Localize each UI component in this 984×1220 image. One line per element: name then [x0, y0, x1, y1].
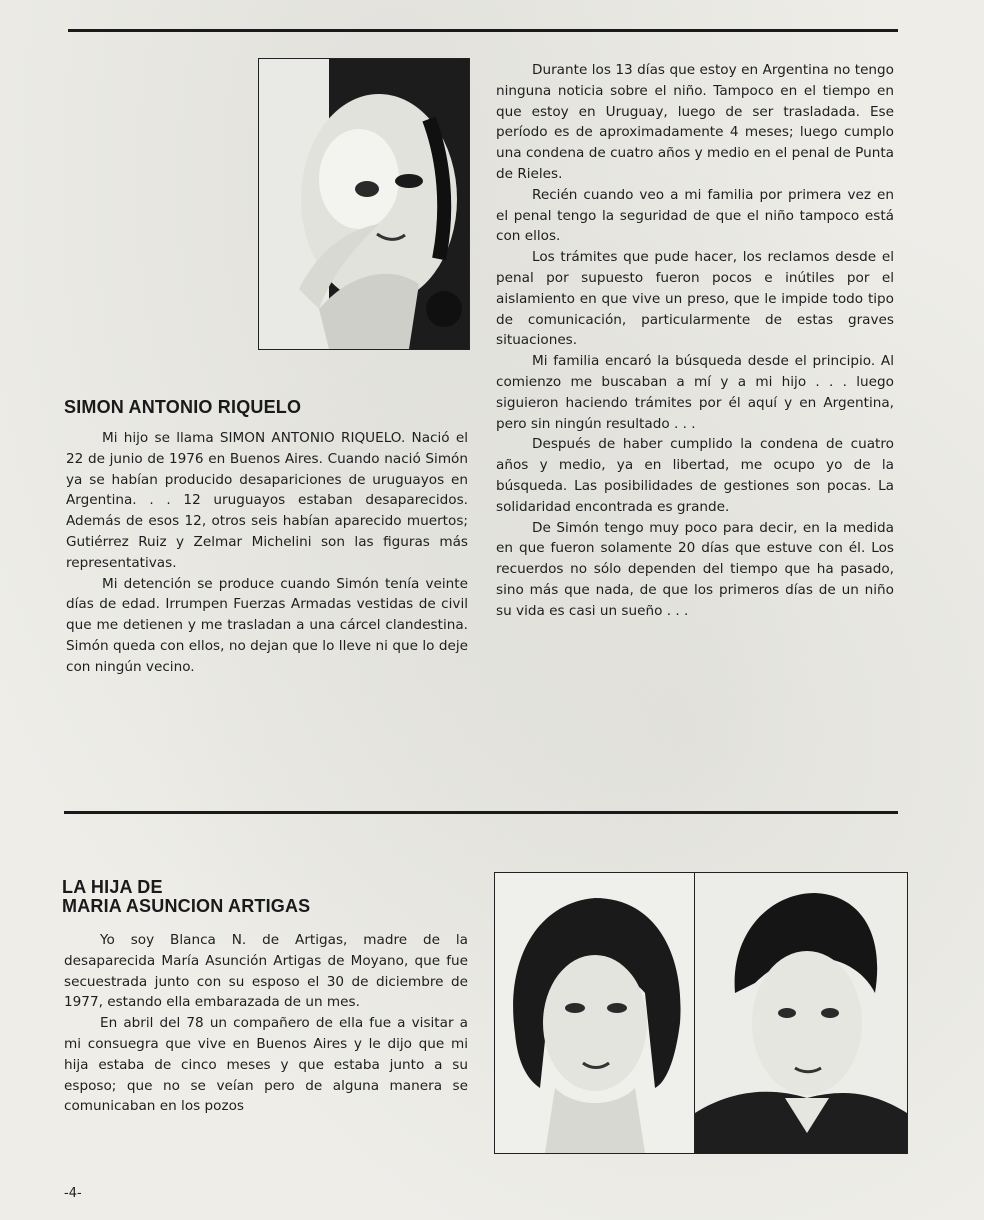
simon-left-column: [66, 428, 468, 678]
section-title-line: MARIA ASUNCION ARTIGAS: [62, 896, 311, 916]
paragraph: En abril del 78 un compañero de ella fue a visitar a mi consuegra que vive en Buenos Aires y le dijo que mi hija estaba de cinco meses y que estaba junto a su esposo; que no se veían pero de alguna manera se comunicaban en los pozos: [64, 1015, 468, 1115]
section-title-artigas: [62, 878, 310, 916]
paragraph: Recién cuando veo a mi familia por primera vez en el penal tengo la seguridad de que el niño tampoco está con ellos.: [496, 186, 894, 245]
top-rule: [68, 29, 898, 32]
paragraph: Durante los 13 días que estoy en Argentina no tengo ninguna noticia sobre el niño. Tampoco en el tiempo en que estoy en Uruguay, luego de ser trasladada. Ese período es de aproximadamente 4 meses; luego cumplo una condena de cuatro años y medio en el penal de Punta de Rieles.: [496, 62, 894, 182]
paragraph: Yo soy Blanca N. de Artigas, madre de la desaparecida María Asunción Artigas de Moyano, que fue secuestrada junto con su esposo el 30 de diciembre de 1977, estando ella embarazada de un mes.: [64, 932, 468, 1011]
paragraph: Después de haber cumplido la condena de cuatro años y medio, ya en libertad, me ocupo yo de la búsqueda. Las posibilidades de gestiones son pocas. La solidaridad encontrada es grande.: [496, 436, 894, 515]
page-number: -4-: [64, 1186, 82, 1201]
paragraph: Los trámites que pude hacer, los reclamos desde el penal por supuesto fueron pocos e inútiles por el aislamiento en que vive un preso, que le impide todo tipo de comunicación, particularmente de estas graves situaciones.: [496, 249, 894, 349]
section-title-line: LA HIJA DE: [62, 877, 163, 897]
paragraph: De Simón tengo muy poco para decir, en la medida en que fueron solamente 20 días que estuve con él. Los recuerdos no sólo dependen del tiempo que ha pasado, sino más que nada, de que los primeros días de un niño su vida es casi un sueño . . .: [496, 519, 894, 619]
infant-photo: [258, 58, 470, 350]
man-photo: [694, 872, 908, 1154]
middle-rule: [64, 811, 898, 814]
artigas-left-column: [64, 930, 468, 1117]
woman-photo: [494, 872, 696, 1154]
paragraph: Mi familia encaró la búsqueda desde el principio. Al comienzo me buscaban a mí y a mi hijo . . . luego siguieron haciendo trámites por él aquí y en Argentina, pero sin ningún resultado . . .: [496, 353, 894, 432]
paragraph: Mi hijo se llama SIMON ANTONIO RIQUELO. Nació el 22 de junio de 1976 en Buenos Aires. Cuando nació Simón ya se habían producido desapariciones de uruguayos en Argentina. . . 12 uruguayos estaban desaparecidos. Además de esos 12, otros seis habían aparecido muertos; Gutiérrez Ruiz y Zelmar Michelini son las figuras más representativas.: [66, 430, 468, 571]
section-title-simon: SIMON ANTONIO RIQUELO: [64, 397, 302, 417]
simon-right-column: [496, 60, 894, 622]
paragraph: Mi detención se produce cuando Simón tenía veinte días de edad. Irrumpen Fuerzas Armadas vestidas de civil que me detienen y me trasladan a una cárcel clandestina. Simón queda con ellos, no dejan que lo lleve ni que lo deje con ningún vecino.: [66, 575, 468, 675]
